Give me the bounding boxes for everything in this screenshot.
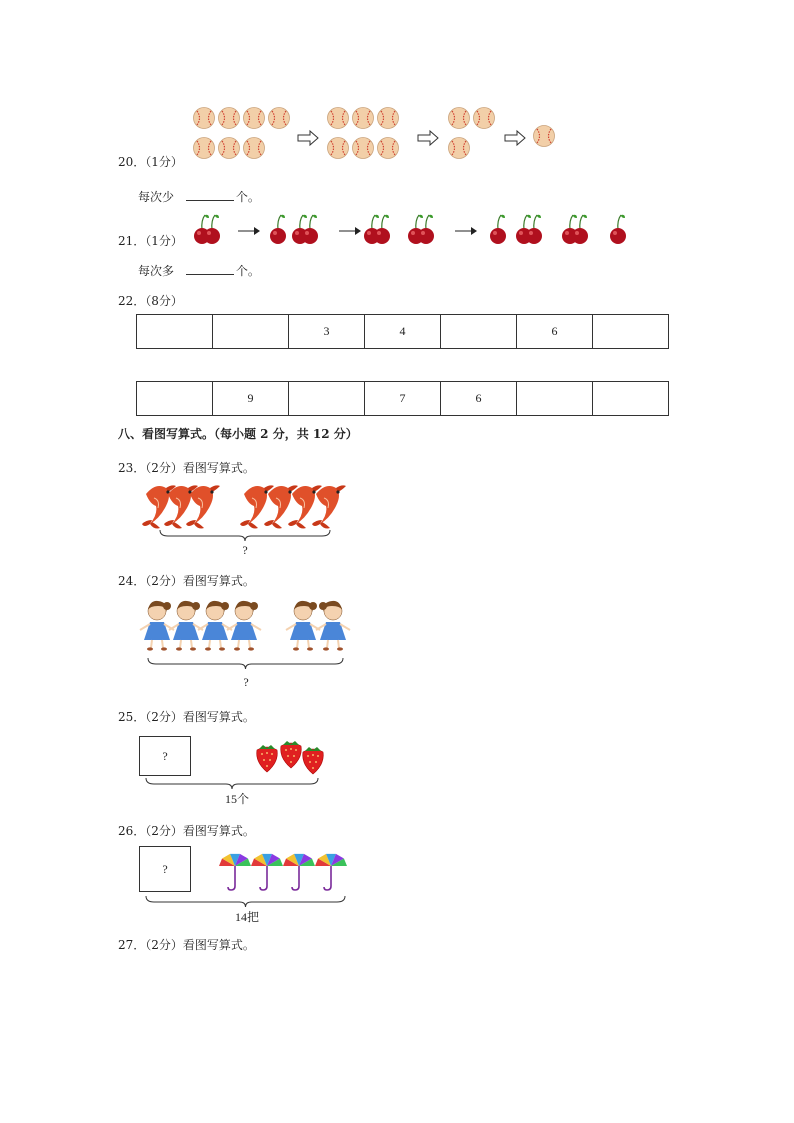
baseball-icon bbox=[474, 108, 495, 129]
baseball-icon bbox=[353, 108, 374, 129]
q22-r2-cell[interactable] bbox=[289, 382, 365, 416]
q22-r2-cell[interactable] bbox=[593, 382, 669, 416]
q22-label: 22．（8分） bbox=[118, 294, 183, 308]
arrow-icon bbox=[455, 227, 477, 235]
q21-prompt-after: 个。 bbox=[235, 264, 260, 278]
strawberry-icon bbox=[257, 745, 278, 772]
baseball-icon bbox=[449, 138, 470, 159]
q25-question-box: ? bbox=[139, 736, 191, 776]
arrow-icon bbox=[339, 227, 361, 235]
baseball-icon bbox=[449, 108, 470, 129]
girl-icon bbox=[316, 601, 350, 651]
q21-cherries bbox=[193, 212, 633, 246]
baseball-icon bbox=[244, 108, 265, 129]
q22-r1-cell: 6 bbox=[517, 315, 593, 349]
q22-table-row1 bbox=[136, 314, 669, 349]
q22-r2-cell: 9 bbox=[213, 382, 289, 416]
q21-illustration bbox=[193, 212, 633, 246]
q21-label: 21．（1分） bbox=[118, 234, 183, 248]
baseball-icon bbox=[353, 138, 374, 159]
baseball-icon bbox=[194, 138, 215, 159]
q26-brace-label: 14把 bbox=[234, 910, 259, 924]
cherry-icon bbox=[270, 215, 286, 244]
girl-icon bbox=[198, 601, 232, 651]
q27-label: 27．（2分）看图写算式。 bbox=[118, 938, 255, 952]
q21-answer-blank[interactable] bbox=[186, 263, 234, 275]
q22-table-row2 bbox=[136, 381, 669, 416]
strawberry-icon bbox=[281, 741, 302, 768]
umbrella-icon bbox=[251, 854, 283, 890]
baseball-icon bbox=[328, 108, 349, 129]
q20-illustration bbox=[193, 105, 563, 165]
hollow-arrow-icon bbox=[418, 131, 438, 145]
brace-icon bbox=[146, 778, 318, 789]
q20-label: 20．（1分） bbox=[118, 155, 183, 169]
q26-label: 26．（2分）看图写算式。 bbox=[118, 824, 255, 838]
q23-brace-label: ? bbox=[242, 543, 248, 557]
girl-icon bbox=[169, 601, 203, 651]
brace-icon bbox=[146, 896, 345, 907]
q22-r2-cell: 6 bbox=[441, 382, 517, 416]
brace-icon bbox=[148, 658, 343, 669]
q24-brace-label: ? bbox=[243, 675, 249, 689]
q20-baseballs bbox=[193, 105, 563, 165]
q22-r2-cell: 7 bbox=[365, 382, 441, 416]
baseball-icon bbox=[534, 126, 555, 147]
q22-r2-cell[interactable] bbox=[137, 382, 213, 416]
strawberry-icon bbox=[303, 747, 324, 774]
q22-r1-cell: 3 bbox=[289, 315, 365, 349]
q22-r1-cell[interactable] bbox=[137, 315, 213, 349]
arrow-icon bbox=[238, 227, 260, 235]
hollow-arrow-icon bbox=[505, 131, 525, 145]
q23-label: 23．（2分）看图写算式。 bbox=[118, 461, 255, 475]
umbrella-icon bbox=[283, 854, 315, 890]
q24-label: 24．（2分）看图写算式。 bbox=[118, 574, 255, 588]
baseball-icon bbox=[194, 108, 215, 129]
q20-prompt bbox=[138, 188, 260, 205]
girl-icon bbox=[286, 601, 320, 651]
q22-r1-cell[interactable] bbox=[593, 315, 669, 349]
q22-r1-cell[interactable] bbox=[213, 315, 289, 349]
umbrella-icon bbox=[315, 854, 347, 890]
baseball-icon bbox=[378, 138, 399, 159]
brace-icon bbox=[160, 530, 330, 541]
q22-r2-cell[interactable] bbox=[517, 382, 593, 416]
girl-icon bbox=[140, 601, 174, 651]
q24-girls-illustration bbox=[138, 598, 358, 693]
cherry-icon bbox=[490, 215, 506, 244]
q25-label: 25．（2分）看图写算式。 bbox=[118, 710, 255, 724]
q21-prompt-before: 每次多 bbox=[138, 264, 175, 278]
fish-icon bbox=[312, 485, 346, 528]
q20-prompt-after: 个。 bbox=[235, 190, 260, 204]
q21-prompt bbox=[138, 262, 260, 279]
umbrella-icon bbox=[219, 854, 251, 890]
baseball-icon bbox=[219, 108, 240, 129]
baseball-icon bbox=[244, 138, 265, 159]
baseball-icon bbox=[269, 108, 290, 129]
girl-icon bbox=[227, 601, 261, 651]
q23-fish-illustration bbox=[140, 482, 350, 562]
hollow-arrow-icon bbox=[298, 131, 318, 145]
baseball-icon bbox=[219, 138, 240, 159]
q20-answer-blank[interactable] bbox=[186, 189, 234, 201]
q22-r1-cell[interactable] bbox=[441, 315, 517, 349]
q20-prompt-before: 每次少 bbox=[138, 190, 175, 204]
q22-r1-cell: 4 bbox=[365, 315, 441, 349]
section8-title: 八、看图写算式。（每小题 2 分，共 12 分） bbox=[118, 427, 358, 441]
q26-question-box: ? bbox=[139, 846, 191, 892]
q25-brace-label: 15个 bbox=[224, 792, 249, 806]
baseball-icon bbox=[328, 138, 349, 159]
baseball-icon bbox=[378, 108, 399, 129]
cherry-icon bbox=[610, 215, 626, 244]
